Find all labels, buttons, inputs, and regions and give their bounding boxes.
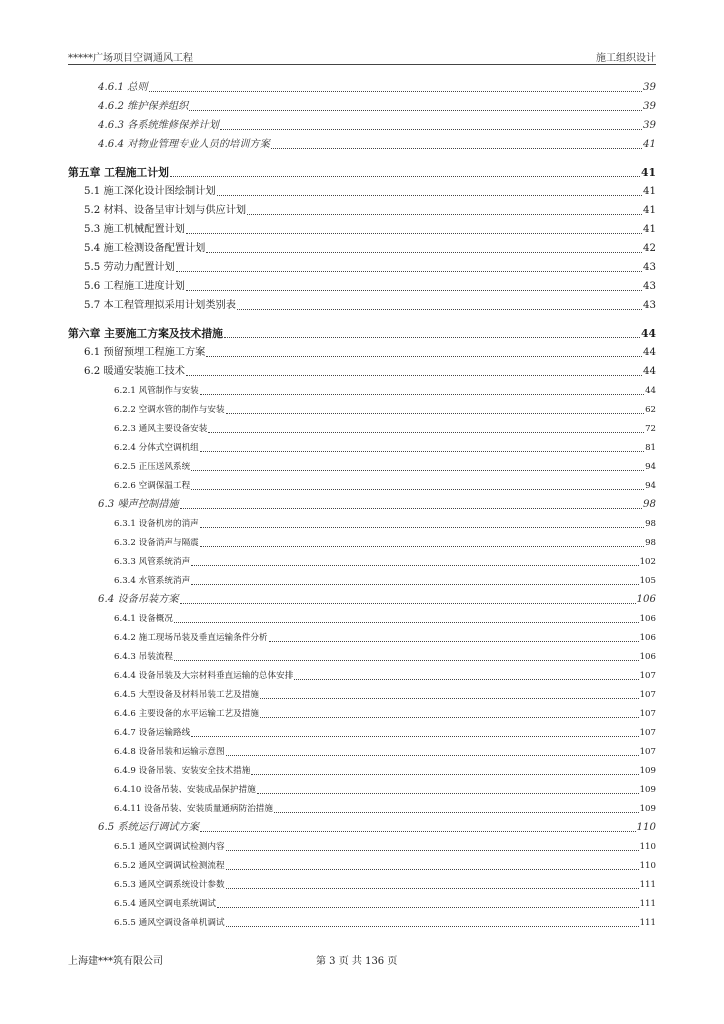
toc-entry[interactable] [68, 702, 656, 721]
toc-dot-leader [186, 375, 642, 376]
toc-entry[interactable] [68, 95, 656, 114]
toc-entry-page: 94 [645, 462, 656, 472]
toc-entry-page: 94 [645, 481, 656, 491]
toc-entry[interactable] [68, 237, 656, 256]
toc-entry-title: 6.4.11 设备吊装、安装质量通病防治措施 [114, 804, 273, 814]
toc-dot-leader [180, 508, 642, 509]
toc-entry-title: 4.6.1 总则 [98, 82, 148, 93]
toc-entry-title: 6.3.4 水管系统消声 [114, 576, 191, 586]
toc-entry-page: 111 [639, 918, 656, 928]
toc-entry-page: 41 [640, 166, 656, 179]
toc-entry-title: 5.5 劳动力配置计划 [84, 262, 175, 273]
toc-entry-title: 6.3.3 风管系统消声 [114, 557, 191, 567]
toc-entry-page: 42 [643, 243, 656, 254]
toc-dot-leader [186, 233, 642, 234]
toc-entry-title: 6.5.4 通风空调电系统调试 [114, 899, 216, 909]
toc-entry-title: 6.2.2 空调水管的制作与安装 [114, 405, 225, 415]
toc-entry-title: 4.6.3 各系统维修保养计划 [98, 120, 219, 131]
toc-entry[interactable] [68, 512, 656, 531]
toc-entry-page: 111 [639, 880, 656, 890]
toc-dot-leader [260, 698, 639, 699]
toc-entry[interactable] [68, 218, 656, 237]
toc-entry-page: 102 [639, 557, 656, 567]
toc-entry[interactable] [68, 379, 656, 398]
toc-dot-leader [200, 451, 644, 452]
toc-entry[interactable] [68, 294, 656, 313]
toc-entry[interactable] [68, 873, 656, 892]
toc-entry-title: 6.4.1 设备概况 [114, 614, 173, 624]
toc-entry-page: 39 [643, 120, 656, 131]
toc-entry[interactable] [68, 436, 656, 455]
toc-entry-page: 106 [636, 594, 656, 605]
toc-entry[interactable] [68, 275, 656, 294]
toc-entry[interactable] [68, 531, 656, 550]
toc-entry[interactable] [68, 256, 656, 275]
toc-entry-title: 6.3.1 设备机房的消声 [114, 519, 199, 529]
toc-entry[interactable] [68, 417, 656, 436]
toc-dot-leader [206, 356, 642, 357]
toc-dot-leader [271, 148, 642, 149]
toc-dot-leader [269, 641, 639, 642]
toc-dot-leader [220, 129, 642, 130]
toc-entry-page: 44 [645, 386, 656, 396]
toc-entry-page: 44 [643, 347, 656, 358]
toc-dot-leader [260, 717, 639, 718]
toc-entry-page: 43 [643, 281, 656, 292]
toc-entry-page: 109 [639, 804, 656, 814]
toc-entry-title: 5.3 施工机械配置计划 [84, 224, 185, 235]
toc-entry[interactable] [68, 588, 656, 607]
toc-entry[interactable] [68, 455, 656, 474]
toc-entry-title: 6.2 暖通安装施工技术 [84, 366, 185, 377]
toc-entry[interactable] [68, 740, 656, 759]
toc-entry[interactable] [68, 626, 656, 645]
toc-entry[interactable] [68, 854, 656, 873]
header-project-title: *****广场项目空调通风工程 [68, 53, 193, 64]
toc-dot-leader [200, 831, 636, 832]
toc-dot-leader [226, 926, 639, 927]
toc-dot-leader [191, 584, 638, 585]
toc-dot-leader [200, 546, 644, 547]
toc-entry-page: 110 [636, 822, 656, 833]
toc-dot-leader [189, 110, 642, 111]
toc-entry-title: 6.5.5 通风空调设备单机调试 [114, 918, 225, 928]
toc-entry-page: 72 [645, 424, 656, 434]
toc-dot-leader [180, 603, 636, 604]
toc-dot-leader [224, 337, 640, 338]
toc-entry-title: 6.5 系统运行调试方案 [98, 822, 199, 833]
toc-entry-title: 6.2.4 分体式空调机组 [114, 443, 199, 453]
toc-entry[interactable] [68, 114, 656, 133]
toc-entry-page: 110 [639, 842, 656, 852]
toc-entry-title: 第六章 主要施工方案及技术措施 [68, 327, 223, 340]
toc-entry-title: 5.2 材料、设备呈审计划与供应计划 [84, 205, 247, 216]
toc-dot-leader [217, 907, 639, 908]
toc-dot-leader [226, 413, 645, 414]
toc-entry-title: 4.6.2 维护保养组织 [98, 101, 189, 112]
toc-entry[interactable] [68, 759, 656, 778]
toc-dot-leader [186, 290, 642, 291]
toc-entry[interactable] [68, 664, 656, 683]
toc-entry-page: 105 [639, 576, 656, 586]
toc-entry-page: 107 [639, 690, 656, 700]
toc-entry-title: 6.5.1 通风空调调试检测内容 [114, 842, 225, 852]
toc-dot-leader [176, 271, 642, 272]
toc-dot-leader [257, 793, 639, 794]
toc-dot-leader [226, 755, 639, 756]
toc-entry[interactable] [68, 474, 656, 493]
toc-entry-title: 6.4.7 设备运输路线 [114, 728, 191, 738]
footer-company: 上海建***筑有限公司 [68, 956, 163, 967]
toc-entry-title: 6.4.8 设备吊装和运输示意图 [114, 747, 225, 757]
toc-dot-leader [191, 565, 638, 566]
toc-entry[interactable] [68, 341, 656, 360]
toc-entry[interactable] [68, 76, 656, 95]
toc-entry[interactable] [68, 607, 656, 626]
toc-entry-title: 6.4.4 设备吊装及大宗材料垂直运输的总体安排 [114, 671, 294, 681]
toc-entry-page: 98 [645, 519, 656, 529]
toc-entry[interactable] [68, 569, 656, 588]
toc-entry-title: 6.4.2 施工现场吊装及垂直运输条件分析 [114, 633, 268, 643]
toc-entry[interactable] [68, 199, 656, 218]
toc-dot-leader [294, 679, 638, 680]
toc-entry-title: 6.4.9 设备吊装、安装安全技术措施 [114, 766, 251, 776]
toc-entry-page: 44 [643, 366, 656, 377]
toc-entry[interactable] [68, 133, 656, 152]
toc-dot-leader [226, 850, 639, 851]
toc-entry-page: 110 [639, 861, 656, 871]
toc-entry-title: 6.4.6 主要设备的水平运输工艺及措施 [114, 709, 259, 719]
toc-entry[interactable] [68, 180, 656, 199]
toc-dot-leader [200, 527, 644, 528]
table-of-contents [68, 76, 656, 930]
toc-entry-page: 43 [643, 262, 656, 273]
toc-dot-leader [174, 660, 639, 661]
toc-entry-page: 106 [639, 633, 656, 643]
toc-entry-title: 5.7 本工程管理拟采用计划类别表 [84, 300, 236, 311]
toc-entry-page: 106 [639, 652, 656, 662]
toc-dot-leader [191, 736, 638, 737]
toc-dot-leader [274, 812, 639, 813]
toc-entry[interactable] [68, 892, 656, 911]
toc-entry-title: 6.2.1 风管制作与安装 [114, 386, 199, 396]
toc-dot-leader [251, 774, 638, 775]
toc-entry-page: 109 [639, 785, 656, 795]
toc-entry-page: 39 [643, 82, 656, 93]
toc-dot-leader [149, 91, 642, 92]
toc-entry-title: 5.1 施工深化设计图绘制计划 [84, 186, 216, 197]
toc-chapter-entry[interactable] [68, 316, 656, 341]
toc-entry-title: 6.5.2 通风空调调试检测流程 [114, 861, 225, 871]
toc-dot-leader [200, 394, 644, 395]
toc-dot-leader [226, 869, 639, 870]
toc-entry-page: 107 [639, 709, 656, 719]
toc-entry[interactable] [68, 683, 656, 702]
toc-entry-page: 98 [643, 499, 656, 510]
toc-entry-page: 107 [639, 671, 656, 681]
toc-entry-title: 5.4 施工检测设备配置计划 [84, 243, 206, 254]
header-divider [68, 64, 656, 65]
toc-entry-title: 6.2.5 正压送风系统 [114, 462, 191, 472]
toc-entry-page: 111 [639, 899, 656, 909]
toc-entry-title: 第五章 工程施工计划 [68, 166, 169, 179]
toc-entry[interactable] [68, 835, 656, 854]
toc-entry-title: 6.1 预留预埋工程施工方案 [84, 347, 206, 358]
toc-entry[interactable] [68, 360, 656, 379]
toc-entry-page: 107 [639, 728, 656, 738]
toc-entry-page: 41 [643, 186, 656, 197]
toc-entry[interactable] [68, 778, 656, 797]
toc-entry[interactable] [68, 797, 656, 816]
toc-dot-leader [226, 888, 639, 889]
toc-entry[interactable] [68, 398, 656, 417]
toc-entry-page: 106 [639, 614, 656, 624]
toc-entry-page: 41 [643, 205, 656, 216]
toc-entry-page: 43 [643, 300, 656, 311]
toc-dot-leader [174, 622, 639, 623]
toc-dot-leader [208, 432, 644, 433]
toc-entry-page: 44 [640, 327, 656, 340]
toc-entry-page: 109 [639, 766, 656, 776]
toc-entry-page: 62 [645, 405, 656, 415]
toc-entry-title: 6.4.3 吊装流程 [114, 652, 173, 662]
toc-entry-page: 39 [643, 101, 656, 112]
toc-entry-page: 81 [645, 443, 656, 453]
toc-dot-leader [237, 309, 642, 310]
toc-entry-page: 98 [645, 538, 656, 548]
toc-dot-leader [247, 214, 642, 215]
toc-entry[interactable] [68, 493, 656, 512]
toc-entry[interactable] [68, 816, 656, 835]
toc-entry[interactable] [68, 911, 656, 930]
toc-entry[interactable] [68, 645, 656, 664]
toc-dot-leader [206, 252, 642, 253]
toc-entry-title: 6.3.2 设备消声与隔震 [114, 538, 199, 548]
toc-dot-leader [170, 176, 640, 177]
toc-dot-leader [217, 195, 643, 196]
toc-dot-leader [191, 470, 644, 471]
toc-entry-title: 6.4.5 大型设备及材料吊装工艺及措施 [114, 690, 259, 700]
toc-entry-title: 6.4.10 设备吊装、安装成品保护措施 [114, 785, 256, 795]
header-document-type: 施工组织设计 [596, 53, 656, 64]
toc-entry[interactable] [68, 550, 656, 569]
toc-entry-page: 107 [639, 747, 656, 757]
toc-chapter-entry[interactable] [68, 155, 656, 180]
toc-entry-page: 41 [643, 224, 656, 235]
toc-entry-title: 6.4 设备吊装方案 [98, 594, 179, 605]
toc-dot-leader [191, 489, 644, 490]
toc-entry-title: 6.3 噪声控制措施 [98, 499, 179, 510]
toc-entry[interactable] [68, 721, 656, 740]
toc-entry-page: 41 [643, 139, 656, 150]
page-header [68, 49, 656, 64]
toc-entry-title: 6.5.3 通风空调系统设计参数 [114, 880, 225, 890]
toc-entry-title: 6.2.3 通风主要设备安装 [114, 424, 208, 434]
toc-entry-title: 6.2.6 空调保温工程 [114, 481, 191, 491]
toc-entry-title: 4.6.4 对物业管理专业人员的培训方案 [98, 139, 270, 150]
toc-entry-title: 5.6 工程施工进度计划 [84, 281, 185, 292]
footer-page-number: 第 3 页 共 136 页 [316, 956, 398, 967]
